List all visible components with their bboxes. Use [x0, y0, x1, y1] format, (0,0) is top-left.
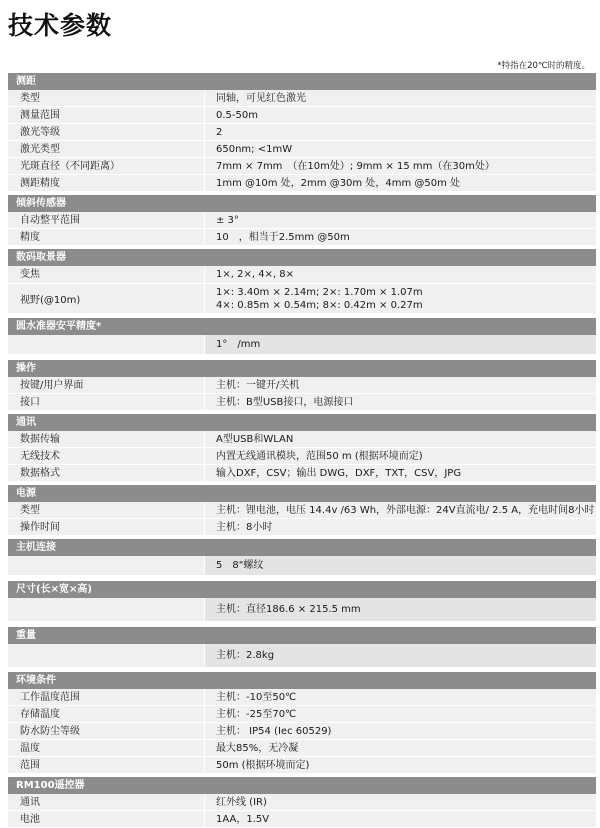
spec-row	[8, 502, 596, 519]
spec-row	[8, 229, 596, 246]
spec-value: 主机：直径186.6 × 215.5 mm	[205, 598, 596, 622]
section-header: 通讯	[8, 414, 596, 431]
section-header: 测距	[8, 73, 596, 90]
spec-value: 5 8"螺纹	[205, 556, 596, 576]
spec-row	[8, 644, 596, 668]
spec-row	[8, 212, 596, 229]
spec-label: 精度	[8, 229, 204, 246]
spec-row	[8, 90, 596, 107]
spec-label	[8, 644, 204, 668]
spec-label: 变焦	[8, 266, 204, 284]
spec-row	[8, 394, 596, 411]
spec-row	[8, 266, 596, 284]
spec-label: 自动整平范围	[8, 212, 204, 229]
spec-label: 存储温度	[8, 706, 204, 723]
spec-label: 电池	[8, 811, 204, 828]
spec-value: ± 3°	[205, 212, 596, 229]
spec-label: 范围	[8, 757, 204, 774]
spec-table	[8, 73, 596, 828]
spec-value: 主机：2.8kg	[205, 644, 596, 668]
spec-label: 按键/用户界面	[8, 377, 204, 394]
section-header: 尺寸(长×宽×高)	[8, 581, 596, 598]
spec-label: 测距精度	[8, 175, 204, 192]
spec-value: 10 ，相当于2.5mm @50m	[205, 229, 596, 246]
section-header: 圆水准器安平精度*	[8, 318, 596, 335]
spec-row	[8, 448, 596, 465]
spec-value: 主机：-25至70℃	[205, 706, 596, 723]
spec-row	[8, 556, 596, 576]
spec-label: 类型	[8, 90, 204, 107]
spec-label: 激光等级	[8, 124, 204, 141]
spec-label: 视野(@10m)	[8, 284, 204, 314]
spec-value: 2	[205, 124, 596, 141]
spec-label: 通讯	[8, 794, 204, 811]
spec-row	[8, 175, 596, 192]
spec-label: 接口	[8, 394, 204, 411]
spec-value: 650nm; <1mW	[205, 141, 596, 158]
spec-row	[8, 158, 596, 175]
spec-row	[8, 757, 596, 774]
section-header: 操作	[8, 360, 596, 377]
spec-row	[8, 465, 596, 482]
spec-label	[8, 556, 204, 576]
spec-label: 测量范围	[8, 107, 204, 124]
spec-row	[8, 740, 596, 757]
spec-label	[8, 598, 204, 622]
spec-value: 主机：锂电池，电压 14.4v /63 Wh，外部电源：24V直流电/ 2.5 A，充电时间8小时	[205, 502, 596, 519]
spec-value-line: 4×: 0.85m × 0.54m; 8×: 0.42m × 0.27m	[216, 299, 423, 311]
spec-value	[205, 284, 596, 314]
spec-value: 主机：-10至50℃	[205, 689, 596, 706]
spec-label: 激光类型	[8, 141, 204, 158]
spec-value: A型USB和WLAN	[205, 431, 596, 448]
section-header: 环境条件	[8, 672, 596, 689]
spec-row	[8, 335, 596, 355]
spec-label: 类型	[8, 502, 204, 519]
spec-row	[8, 124, 596, 141]
accuracy-footnote: *特指在20℃时的精度。	[497, 61, 590, 71]
spec-row	[8, 107, 596, 124]
section-header: 主机连接	[8, 539, 596, 556]
section-header: 数码取景器	[8, 249, 596, 266]
section-header: 倾斜传感器	[8, 195, 596, 212]
spec-row	[8, 794, 596, 811]
spec-label: 光斑直径（不同距离）	[8, 158, 204, 175]
section-header: 重量	[8, 627, 596, 644]
spec-value: 7mm × 7mm （在10m处）; 9mm × 15 mm（在30m处）	[205, 158, 596, 175]
spec-row	[8, 598, 596, 622]
spec-label: 操作时间	[8, 519, 204, 536]
spec-value: 红外线 (IR)	[205, 794, 596, 811]
spec-row	[8, 141, 596, 158]
spec-value: 1AA，1.5V	[205, 811, 596, 828]
spec-row	[8, 811, 596, 828]
spec-row	[8, 723, 596, 740]
spec-value: 输入DXF，CSV；输出 DWG，DXF，TXT，CSV，JPG	[205, 465, 596, 482]
spec-value: 1mm @10m 处，2mm @30m 处，4mm @50m 处	[205, 175, 596, 192]
spec-row	[8, 284, 596, 314]
section-header: 电源	[8, 485, 596, 502]
spec-row	[8, 377, 596, 394]
spec-value-line: 1×: 3.40m × 2.14m; 2×: 1.70m × 1.07m	[216, 286, 423, 298]
spec-value: 主机：一键开/关机	[205, 377, 596, 394]
spec-value: 1×, 2×, 4×, 8×	[205, 266, 596, 284]
spec-row	[8, 431, 596, 448]
spec-value: 主机：8小时	[205, 519, 596, 536]
spec-label: 无线技术	[8, 448, 204, 465]
spec-label: 防水防尘等级	[8, 723, 204, 740]
spec-value: 0.5-50m	[205, 107, 596, 124]
spec-value: 最大85%，无冷凝	[205, 740, 596, 757]
spec-label: 温度	[8, 740, 204, 757]
spec-row	[8, 689, 596, 706]
spec-value: 主机： IP54 (Iec 60529)	[205, 723, 596, 740]
spec-value: 50m (根据环境而定)	[205, 757, 596, 774]
spec-label: 工作温度范围	[8, 689, 204, 706]
spec-label	[8, 335, 204, 355]
spec-value: 1° /mm	[205, 335, 596, 355]
spec-value: 同轴，可见红色激光	[205, 90, 596, 107]
spec-value: 内置无线通讯模块，范围50 m (根据环境而定)	[205, 448, 596, 465]
page-title: 技术参数	[8, 11, 113, 40]
spec-row	[8, 519, 596, 536]
spec-value: 主机：B型USB接口，电源接口	[205, 394, 596, 411]
section-header: RM100遥控器	[8, 777, 596, 794]
spec-label: 数据传输	[8, 431, 204, 448]
spec-label: 数据格式	[8, 465, 204, 482]
spec-row	[8, 706, 596, 723]
